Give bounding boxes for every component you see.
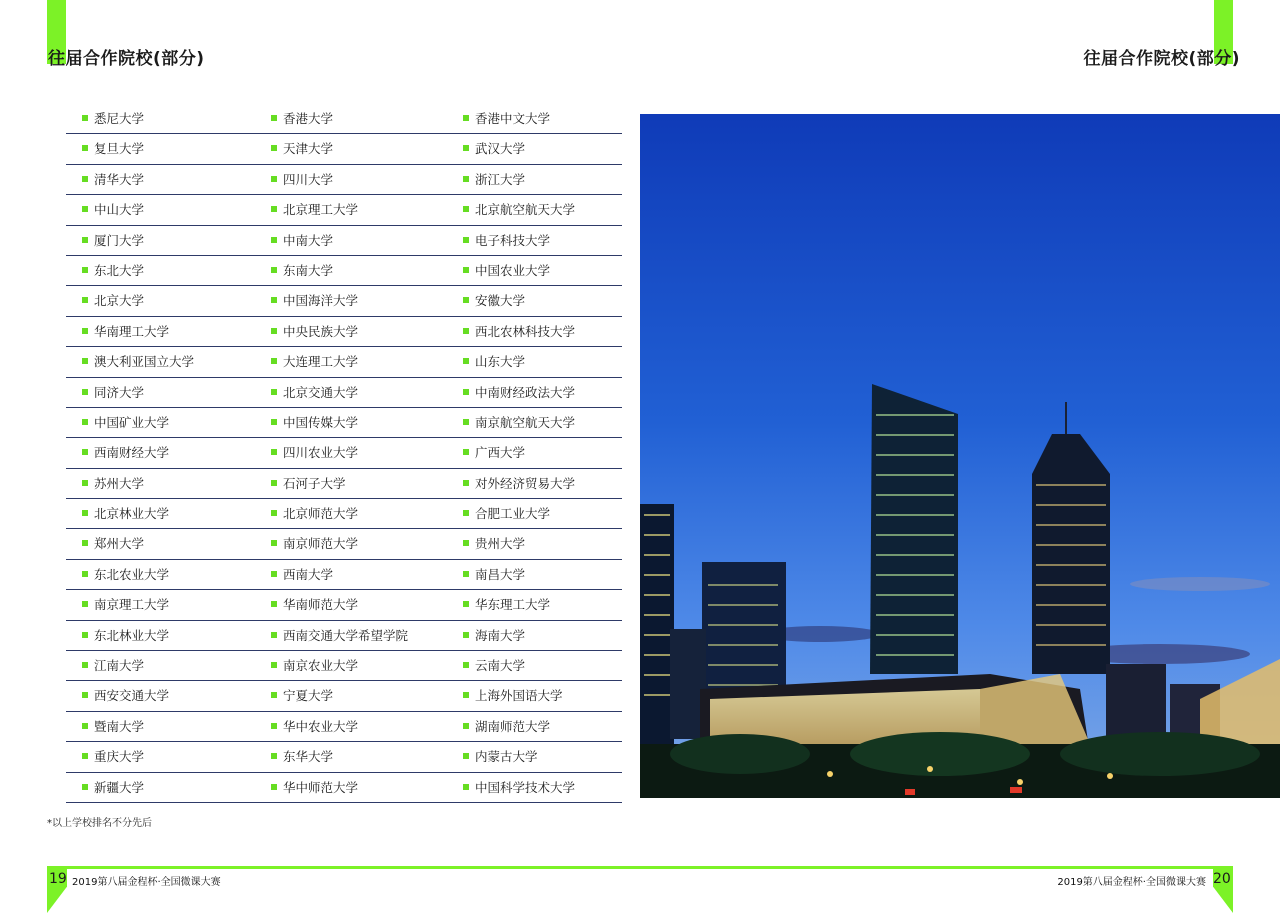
school-cell	[271, 568, 333, 582]
bullet-square-icon	[271, 753, 277, 759]
school-cell	[271, 173, 333, 187]
page-title-right: 往届合作院校(部分)	[1083, 49, 1240, 69]
bullet-square-icon	[271, 692, 277, 698]
school-cell	[271, 689, 333, 703]
bullet-square-icon	[82, 176, 88, 182]
school-cell	[82, 568, 169, 582]
table-row	[66, 773, 622, 803]
bullet-square-icon	[82, 723, 88, 729]
school-name: 北京林业大学	[94, 506, 170, 522]
table-row	[66, 347, 622, 377]
school-cell	[82, 477, 144, 491]
bullet-square-icon	[82, 601, 88, 607]
school-name: 内蒙古大学	[475, 749, 538, 765]
school-cell	[82, 355, 194, 369]
school-name: 四川农业大学	[283, 445, 359, 461]
school-name: 山东大学	[475, 354, 526, 370]
school-cell	[271, 720, 358, 734]
bullet-square-icon	[463, 358, 469, 364]
school-cell	[82, 234, 144, 248]
school-name: 华东理工大学	[475, 597, 551, 613]
school-name: 贵州大学	[475, 536, 526, 552]
school-name: 宁夏大学	[283, 688, 334, 704]
school-cell	[82, 203, 144, 217]
bullet-square-icon	[271, 297, 277, 303]
school-name: 华南师范大学	[283, 597, 359, 613]
bullet-square-icon	[82, 389, 88, 395]
bullet-square-icon	[271, 540, 277, 546]
school-cell	[463, 386, 575, 400]
bullet-square-icon	[271, 571, 277, 577]
school-name: 东南大学	[283, 262, 334, 278]
school-cell	[463, 173, 525, 187]
bullet-square-icon	[463, 753, 469, 759]
bullet-square-icon	[82, 267, 88, 273]
table-row	[66, 621, 622, 651]
school-cell	[82, 386, 144, 400]
bullet-square-icon	[271, 662, 277, 668]
school-name: 四川大学	[283, 171, 334, 187]
city-skyline-photo	[640, 114, 1280, 798]
bullet-square-icon	[271, 419, 277, 425]
school-name: 南京师范大学	[283, 536, 359, 552]
bullet-square-icon	[463, 480, 469, 486]
school-name: 南京理工大学	[94, 597, 170, 613]
bullet-square-icon	[271, 237, 277, 243]
bullet-square-icon	[271, 328, 277, 334]
school-list-table	[66, 104, 622, 803]
page-title-left: 往届合作院校(部分)	[48, 49, 205, 69]
school-name: 华南理工大学	[94, 323, 170, 339]
school-cell	[463, 537, 525, 551]
school-cell	[463, 568, 525, 582]
bullet-square-icon	[463, 692, 469, 698]
school-name: 中国农业大学	[475, 262, 551, 278]
bullet-square-icon	[463, 145, 469, 151]
school-name: 北京大学	[94, 293, 145, 309]
school-name: 东北林业大学	[94, 627, 170, 643]
school-cell	[82, 112, 144, 126]
school-cell	[82, 325, 169, 339]
school-cell	[82, 629, 169, 643]
school-cell	[271, 446, 358, 460]
school-cell	[82, 750, 144, 764]
bullet-square-icon	[463, 510, 469, 516]
table-row	[66, 104, 622, 134]
bullet-square-icon	[82, 662, 88, 668]
bullet-square-icon	[463, 267, 469, 273]
school-name: 北京航空航天大学	[475, 202, 576, 218]
school-cell	[271, 325, 358, 339]
table-row	[66, 195, 622, 225]
bullet-square-icon	[463, 419, 469, 425]
bullet-square-icon	[463, 601, 469, 607]
school-name: 北京交通大学	[283, 384, 359, 400]
school-cell	[271, 234, 333, 248]
bullet-square-icon	[82, 237, 88, 243]
school-cell	[82, 689, 169, 703]
school-name: 东华大学	[283, 749, 334, 765]
table-row	[66, 408, 622, 438]
school-cell	[82, 173, 144, 187]
bullet-square-icon	[271, 480, 277, 486]
bullet-square-icon	[82, 358, 88, 364]
bullet-square-icon	[271, 358, 277, 364]
bullet-square-icon	[82, 328, 88, 334]
school-cell	[82, 598, 169, 612]
school-name: 南京航空航天大学	[475, 414, 576, 430]
bullet-square-icon	[463, 176, 469, 182]
school-cell	[271, 750, 333, 764]
school-cell	[463, 294, 525, 308]
school-name: 东北农业大学	[94, 566, 170, 582]
table-row	[66, 226, 622, 256]
school-name: 南昌大学	[475, 566, 526, 582]
table-row	[66, 256, 622, 286]
school-name: 江南大学	[94, 658, 145, 674]
school-name: 新疆大学	[94, 779, 145, 795]
school-cell	[271, 781, 358, 795]
school-cell	[463, 629, 525, 643]
bullet-square-icon	[82, 145, 88, 151]
bullet-square-icon	[271, 632, 277, 638]
table-row	[66, 590, 622, 620]
bullet-square-icon	[463, 115, 469, 121]
school-name: 郑州大学	[94, 536, 145, 552]
school-cell	[463, 659, 525, 673]
school-cell	[82, 720, 144, 734]
bullet-square-icon	[271, 267, 277, 273]
school-cell	[463, 781, 575, 795]
school-cell	[271, 477, 346, 491]
school-name: 香港大学	[283, 111, 334, 126]
school-name: 中国矿业大学	[94, 414, 170, 430]
school-cell	[82, 264, 144, 278]
school-name: 厦门大学	[94, 232, 145, 248]
school-name: 南京农业大学	[283, 658, 359, 674]
school-name: 海南大学	[475, 627, 526, 643]
bullet-square-icon	[463, 237, 469, 243]
school-name: 重庆大学	[94, 749, 145, 765]
bullet-square-icon	[463, 723, 469, 729]
school-cell	[271, 142, 333, 156]
school-name: 清华大学	[94, 171, 145, 187]
bullet-square-icon	[463, 662, 469, 668]
school-cell	[463, 416, 575, 430]
school-name: 大连理工大学	[283, 354, 359, 370]
school-cell	[82, 659, 144, 673]
school-name: 悉尼大学	[94, 111, 145, 126]
bullet-square-icon	[463, 328, 469, 334]
school-cell	[271, 355, 358, 369]
bullet-square-icon	[82, 632, 88, 638]
school-name: 武汉大学	[475, 141, 526, 157]
table-row	[66, 317, 622, 347]
bullet-square-icon	[463, 389, 469, 395]
school-name: 石河子大学	[283, 475, 346, 491]
bullet-square-icon	[82, 480, 88, 486]
bullet-square-icon	[271, 115, 277, 121]
table-row	[66, 378, 622, 408]
table-row	[66, 499, 622, 529]
school-name: 对外经济贸易大学	[475, 475, 576, 491]
school-cell	[271, 537, 358, 551]
school-name: 天津大学	[283, 141, 334, 157]
school-cell	[271, 629, 408, 643]
bullet-square-icon	[271, 723, 277, 729]
school-cell	[82, 416, 169, 430]
footer-text-right: 2019第八届金程杯·全国微课大赛	[1057, 877, 1206, 888]
school-cell	[271, 294, 358, 308]
bullet-square-icon	[82, 449, 88, 455]
table-row	[66, 165, 622, 195]
school-cell	[82, 294, 144, 308]
school-cell	[463, 750, 538, 764]
school-name: 云南大学	[475, 658, 526, 674]
school-cell	[271, 386, 358, 400]
table-row	[66, 469, 622, 499]
bullet-square-icon	[271, 145, 277, 151]
school-name: 中国科学技术大学	[475, 779, 576, 795]
footnote: *以上学校排名不分先后	[47, 818, 152, 829]
bullet-square-icon	[463, 206, 469, 212]
school-name: 中国海洋大学	[283, 293, 359, 309]
table-row	[66, 560, 622, 590]
school-cell	[271, 416, 358, 430]
table-row	[66, 438, 622, 468]
school-name: 华中师范大学	[283, 779, 359, 795]
school-name: 华中农业大学	[283, 718, 359, 734]
bullet-square-icon	[82, 784, 88, 790]
bullet-square-icon	[82, 297, 88, 303]
school-name: 合肥工业大学	[475, 506, 551, 522]
school-name: 中南财经政法大学	[475, 384, 576, 400]
school-name: 安徽大学	[475, 293, 526, 309]
bullet-square-icon	[463, 632, 469, 638]
school-name: 同济大学	[94, 384, 145, 400]
bullet-square-icon	[82, 510, 88, 516]
school-cell	[271, 112, 333, 126]
bullet-square-icon	[82, 540, 88, 546]
bullet-square-icon	[463, 784, 469, 790]
school-cell	[463, 689, 563, 703]
school-name: 浙江大学	[475, 171, 526, 187]
page-number-right: 20	[1213, 871, 1231, 887]
school-name: 广西大学	[475, 445, 526, 461]
school-cell	[271, 659, 358, 673]
school-cell	[463, 477, 575, 491]
school-cell	[271, 507, 358, 521]
school-name: 西南财经大学	[94, 445, 170, 461]
bullet-square-icon	[271, 784, 277, 790]
school-name: 湖南师范大学	[475, 718, 551, 734]
school-cell	[271, 264, 333, 278]
bullet-square-icon	[82, 753, 88, 759]
bullet-square-icon	[82, 692, 88, 698]
school-name: 东北大学	[94, 262, 145, 278]
bullet-square-icon	[463, 571, 469, 577]
school-name: 香港中文大学	[475, 111, 551, 126]
bullet-square-icon	[271, 206, 277, 212]
school-name: 苏州大学	[94, 475, 145, 491]
bullet-square-icon	[271, 176, 277, 182]
table-row	[66, 286, 622, 316]
school-cell	[82, 781, 144, 795]
school-cell	[82, 537, 144, 551]
table-row	[66, 529, 622, 559]
school-name: 北京师范大学	[283, 506, 359, 522]
table-row	[66, 134, 622, 164]
school-name: 澳大利亚国立大学	[94, 354, 195, 370]
school-cell	[82, 142, 144, 156]
school-name: 暨南大学	[94, 718, 145, 734]
table-row	[66, 742, 622, 772]
school-cell	[463, 142, 525, 156]
bullet-square-icon	[463, 540, 469, 546]
school-name: 中国传媒大学	[283, 414, 359, 430]
school-cell	[463, 112, 550, 126]
footer-text-left: 2019第八届金程杯·全国微课大赛	[72, 877, 221, 888]
school-name: 复旦大学	[94, 141, 145, 157]
school-name: 西北农林科技大学	[475, 323, 576, 339]
bullet-square-icon	[82, 571, 88, 577]
school-cell	[82, 507, 169, 521]
bullet-square-icon	[463, 449, 469, 455]
table-row	[66, 681, 622, 711]
school-name: 上海外国语大学	[475, 688, 563, 704]
table-row	[66, 712, 622, 742]
school-cell	[271, 598, 358, 612]
bullet-square-icon	[271, 389, 277, 395]
footer-accent-line	[47, 866, 1233, 869]
bullet-square-icon	[271, 510, 277, 516]
school-cell	[463, 234, 550, 248]
school-cell	[463, 507, 550, 521]
page-number-left: 19	[49, 871, 67, 887]
school-name: 西南交通大学希望学院	[283, 627, 409, 643]
school-name: 中央民族大学	[283, 323, 359, 339]
school-name: 西南大学	[283, 566, 334, 582]
bullet-square-icon	[463, 297, 469, 303]
school-cell	[463, 203, 575, 217]
bullet-square-icon	[82, 115, 88, 121]
school-name: 中山大学	[94, 202, 145, 218]
bullet-square-icon	[271, 601, 277, 607]
school-cell	[463, 446, 525, 460]
school-name: 西安交通大学	[94, 688, 170, 704]
school-cell	[463, 325, 575, 339]
school-cell	[271, 203, 358, 217]
school-name: 中南大学	[283, 232, 334, 248]
school-cell	[463, 720, 550, 734]
school-cell	[82, 446, 169, 460]
school-cell	[463, 264, 550, 278]
bullet-square-icon	[271, 449, 277, 455]
school-cell	[463, 355, 525, 369]
school-cell	[463, 598, 550, 612]
bullet-square-icon	[82, 419, 88, 425]
table-row	[66, 651, 622, 681]
school-name: 电子科技大学	[475, 232, 551, 248]
school-name: 北京理工大学	[283, 202, 359, 218]
bullet-square-icon	[82, 206, 88, 212]
